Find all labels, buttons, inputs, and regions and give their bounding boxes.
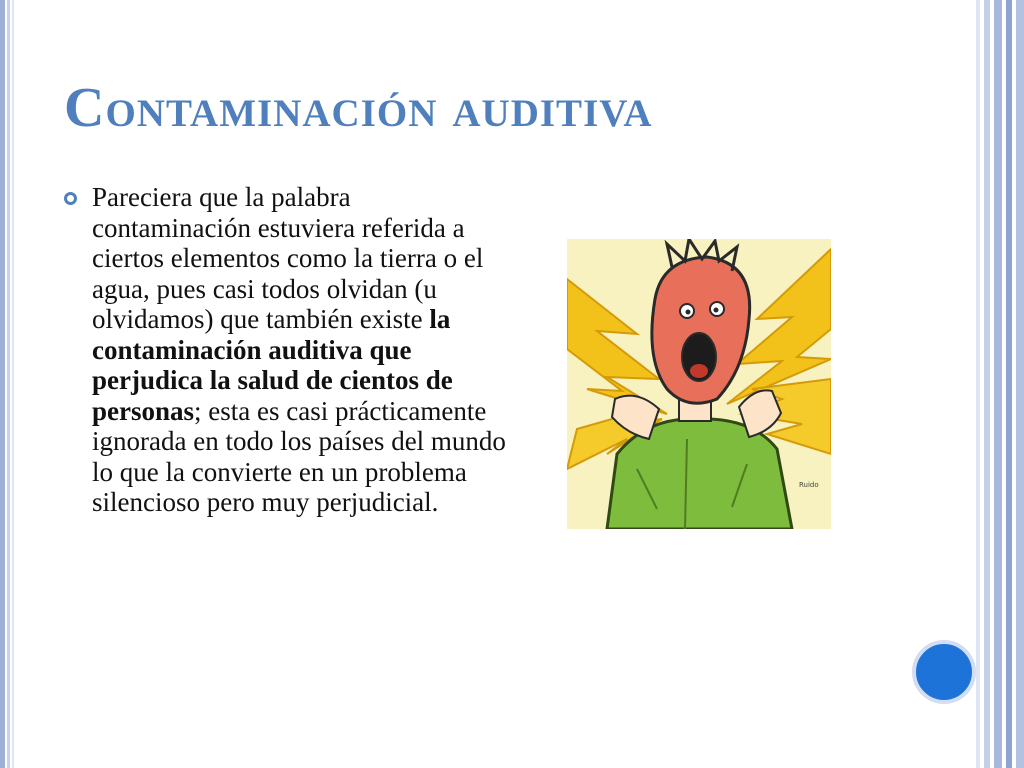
right-stripe xyxy=(1016,0,1024,768)
body-emphasis-text: la contaminación auditiva que perjudica la salud de cientos de personas xyxy=(92,304,453,426)
right-border-decoration xyxy=(964,0,1024,768)
left-stripe xyxy=(7,0,10,768)
right-stripe xyxy=(994,0,1002,768)
body-end-period: . xyxy=(431,487,439,517)
screaming-person-icon xyxy=(567,239,831,529)
right-stripe xyxy=(976,0,980,768)
body-intro-text: Pareciera que la palabra contaminación estuviera referida a ciertos elementos como la tierra o el agua, pues casi todos olvidan (u olvidamos) que también existe xyxy=(92,182,484,334)
slide-title: Contaminación auditiva xyxy=(64,77,653,139)
next-slide-button[interactable] xyxy=(912,640,976,704)
bullet-icon xyxy=(64,192,77,205)
screaming-person-illustration xyxy=(567,239,831,529)
left-stripe xyxy=(12,0,14,768)
left-border-decoration xyxy=(0,0,22,768)
right-stripe xyxy=(1006,0,1012,768)
body-outro-text: ; esta es casi prácticamente ignorada en todo los países del mundo lo que la convierte en un problema silencioso pero muy perjudicial xyxy=(92,395,506,517)
illustration-signature: Ruido xyxy=(799,481,819,489)
body-paragraph xyxy=(92,182,512,518)
right-stripe xyxy=(984,0,990,768)
left-stripe xyxy=(0,0,5,768)
